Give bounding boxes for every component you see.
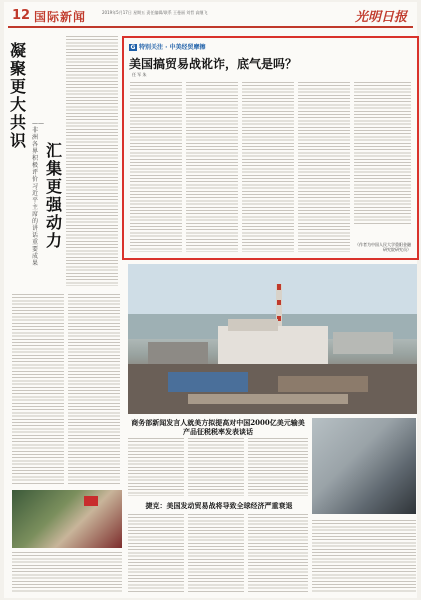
czech-body-col1 [128,514,184,592]
feature-title: 美国搞贸易战讹诈，底气是吗？ [129,57,298,71]
header-divider [8,26,413,28]
feature-body-col4 [298,82,350,252]
czech-body-col3 [248,514,308,592]
feature-body-col3 [242,82,294,252]
kicker-badge: G [130,44,136,51]
issue-meta: 2019年5月17日 星期五 责任编辑/联系 王曼丽 刘哲 高继飞 [102,10,208,15]
left-photo-caption [12,464,120,482]
left-body-col2 [12,294,64,484]
industrial-port-photo [128,264,417,414]
czech-headline: 捷克：美国发动贸易战将导致全球经济严重衰退 [145,501,293,510]
feature-body-col2 [186,82,238,252]
feature-author-note: （作者为中国人民大学重阳金融研究院研究员） [355,242,411,252]
kicker-text: 特别关注 · 中美经贸摩擦 [139,44,206,51]
section-title: 国际新闻 [34,10,87,24]
left-headline-part1: 凝聚更大共识 [10,41,27,150]
left-body-col1 [66,36,118,286]
ministry-body-col3 [248,438,308,496]
flag-icon [84,496,98,506]
photo-illustration [128,264,417,414]
feature-kicker [129,42,205,51]
feature-body-col1 [130,82,182,252]
feature-byline: 任 军 朱 [132,72,147,77]
page-header [4,2,417,28]
left-body-col3 [68,294,120,484]
ministry-body-col2 [188,438,244,496]
feature-body-col5 [354,82,411,226]
newspaper-page [4,2,417,598]
commerce-ministry-headline: 商务部新闻发言人就美方拟提高对中国2000亿美元输美产品征税税率发表谈话 [131,418,305,436]
featured-article [122,36,419,260]
newspaper-logo: 光明日报 [354,10,407,25]
left-bottom-text [12,552,122,592]
czech-body-col2 [188,514,244,592]
left-headline-part2: 汇集更强动力 [46,141,63,250]
left-subheadline: ——非洲各界积极评价习近平主席的讲话重要成果 [32,120,44,267]
right-bottom-text [312,520,416,592]
ceremony-photo [12,490,122,548]
page-number: 12 [12,8,31,23]
office-photo [312,418,416,514]
ministry-body-col1 [128,438,184,496]
